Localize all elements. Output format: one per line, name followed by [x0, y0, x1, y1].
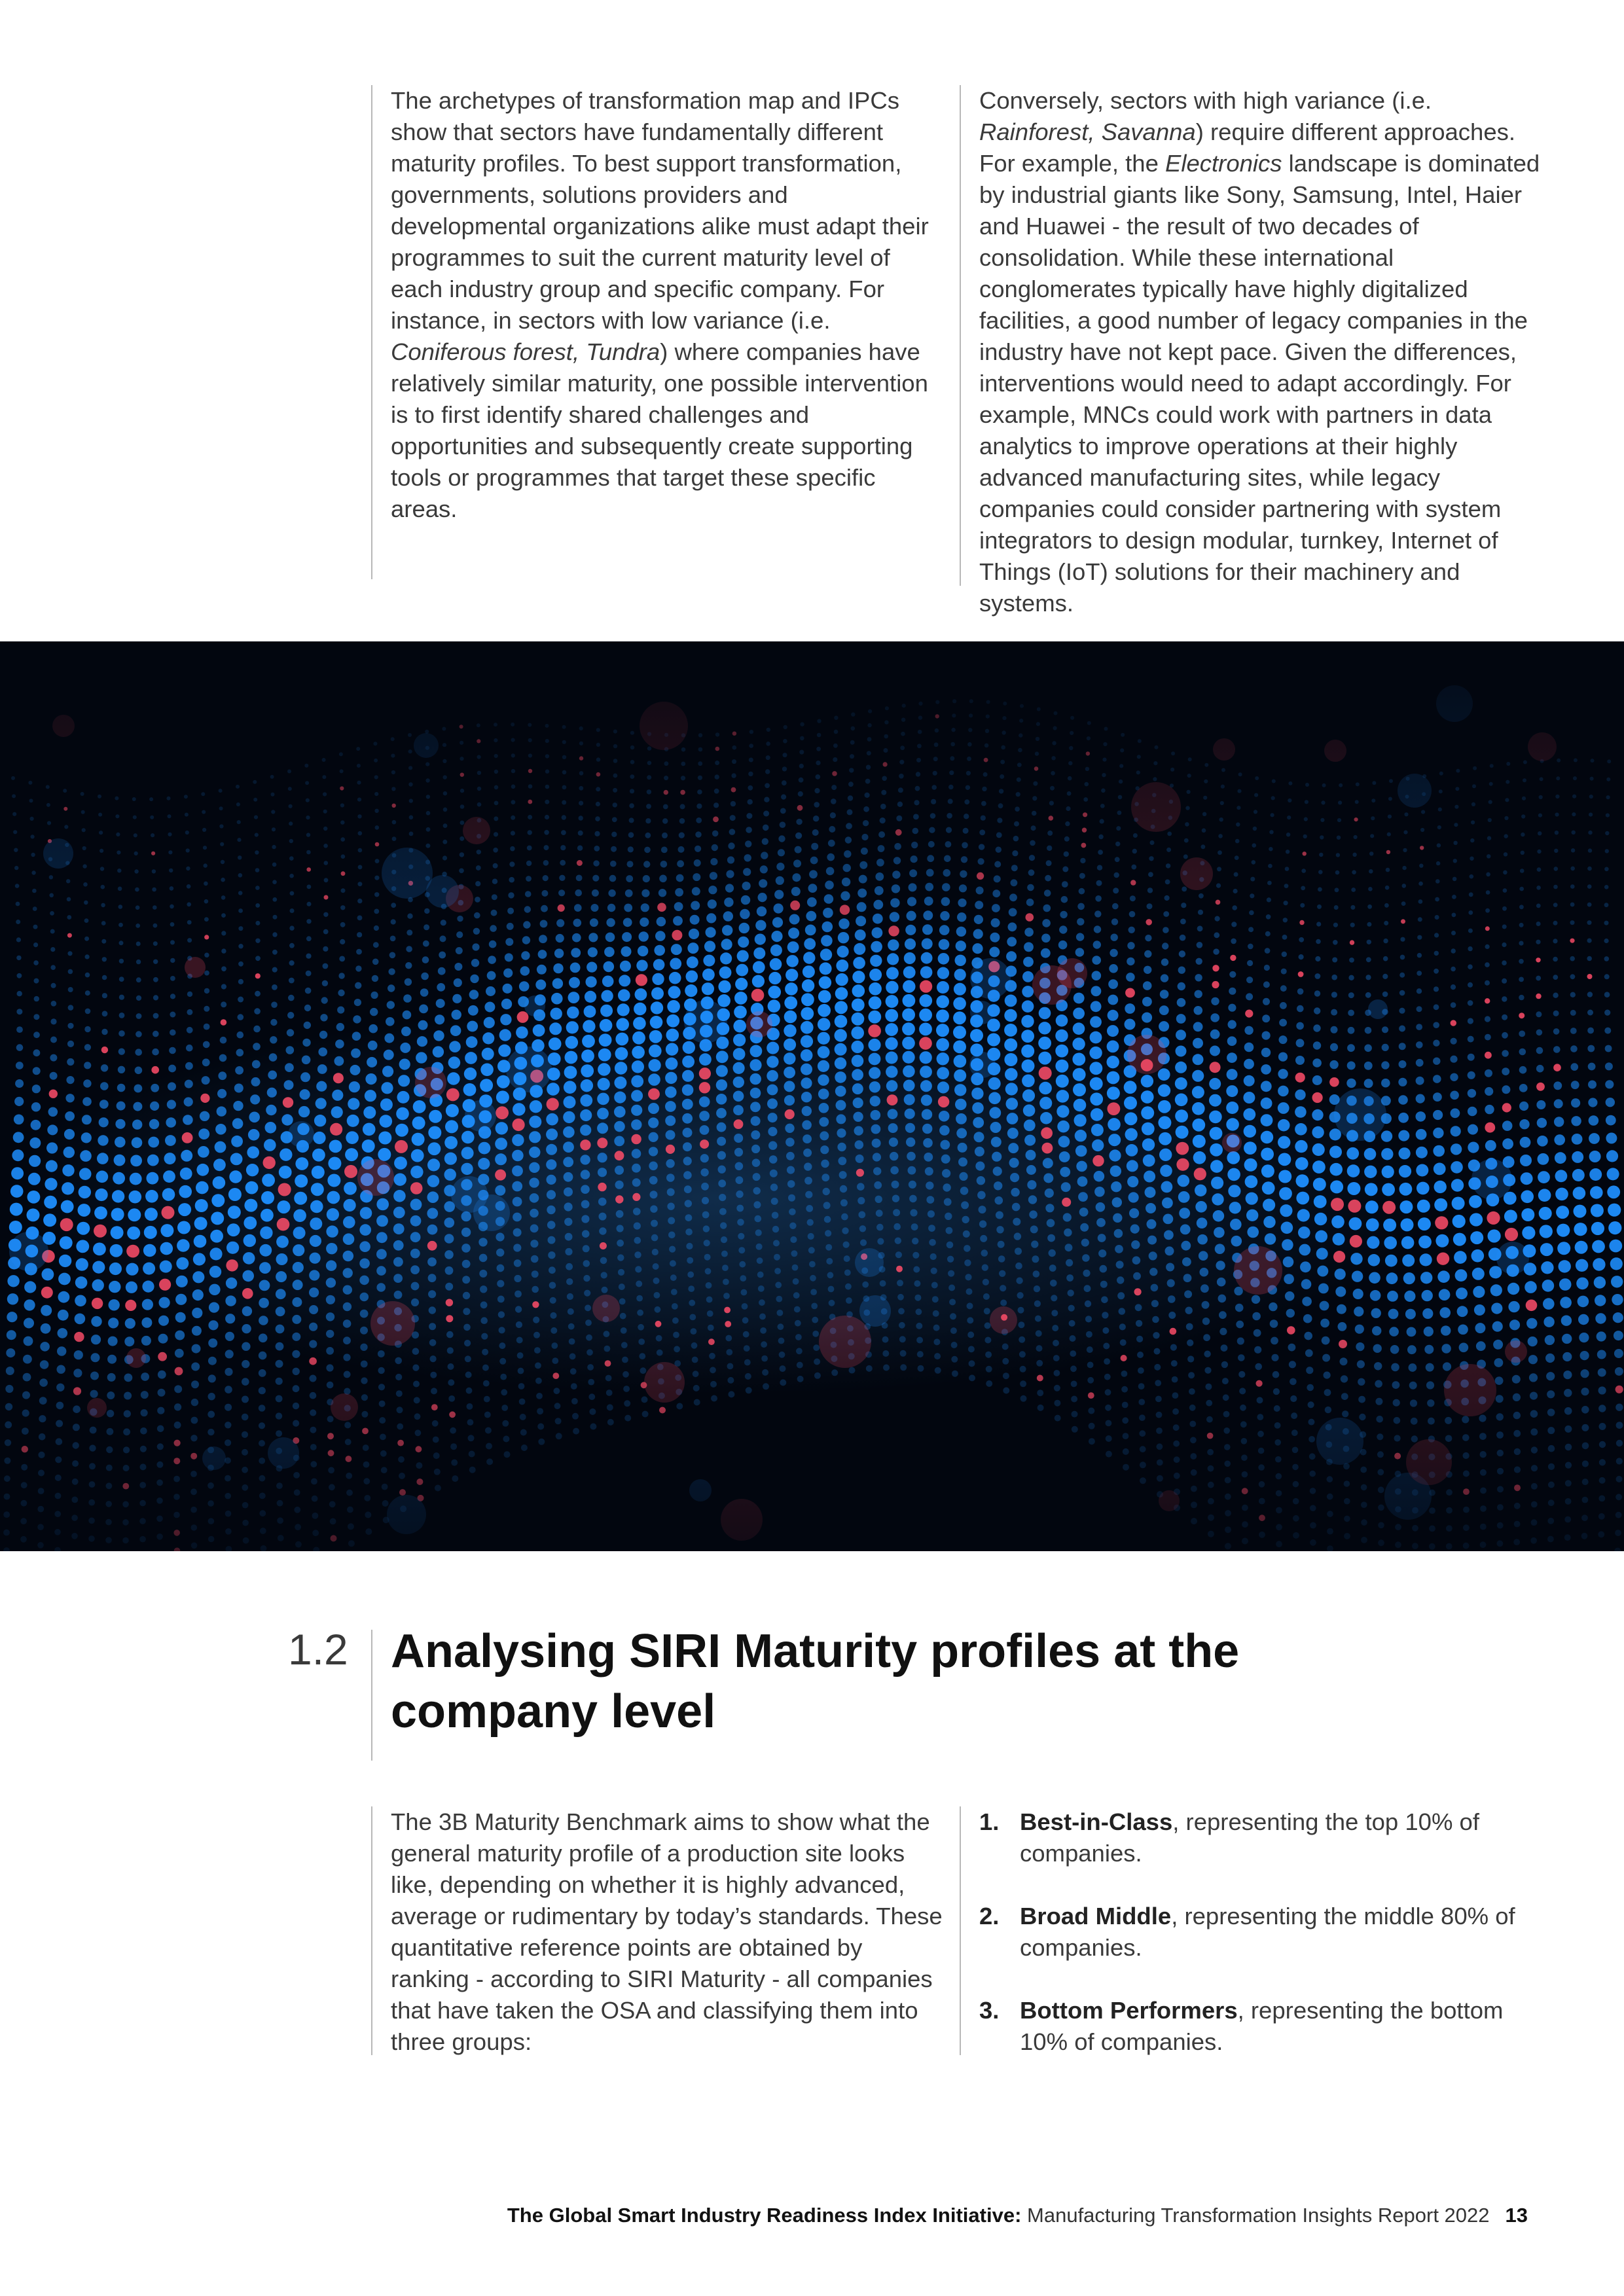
intro-right-column — [960, 85, 1549, 617]
section-title: Analysing SIRI Maturity profiles at the company level — [391, 1625, 1240, 1738]
page-number: 13 — [1505, 2204, 1528, 2227]
footer-title-bold: The Global Smart Industry Readiness Index Initiative: — [507, 2204, 1022, 2227]
list-item: 3. Bottom Performers, representing the bottom 10% of companies. — [979, 1997, 1504, 2055]
section-body-column — [371, 1806, 947, 2055]
section-body-paragraph: The 3B Maturity Benchmark aims to show what the general maturity profile of a production site looks like, depending on whether it is highly advanced, average or rudimentary by today’s standards. These quantitative reference points are obtained by ranking - according to SIRI Maturity - all companies that have taken the OSA and classifying them into three groups: — [391, 1808, 943, 2055]
intro-left-paragraph: The archetypes of transformation map and IPCs show that sectors have fundamentally different maturity profiles. To best support transformation, governments, solutions providers and developmental organizations alike must adapt their programmes to suit the current maturity level of each industry group and specific company. For instance, in sectors with low variance (i.e. Coniferous forest, Tundra) where companies have relatively similar maturity, one possible intervention is to first identify shared challenges and opportunities and subsequently create supporting tools or programmes that target these specific areas. — [391, 87, 929, 522]
footer-title-rest: Manufacturing Transformation Insights Report 2022 — [1021, 2204, 1490, 2227]
page-footer — [507, 2202, 1528, 2229]
list-item: 2. Broad Middle, representing the middle 80% of companies. — [979, 1903, 1515, 1961]
maturity-groups-list — [960, 1806, 1549, 2055]
intro-right-paragraph: Conversely, sectors with high variance (i.e. Rainforest, Savanna) require different approaches. For example, the Electronics landscape is dominated by industrial giants like Sony, Samsung, Intel, Haier and Huawei - the result of two decades of consolidation. While these international conglomerates typically have highly digitalized facilities, a good number of legacy companies in the industry have not kept pace. Given the differences, interventions would need to adapt accordingly. For example, MNCs could work with partners in data analytics to improve operations at their highly advanced manufacturing sites, while legacy companies could consider partnering with system integrators to design modular, turnkey, Internet of Things (IoT) solutions for their machinery and systems. — [979, 87, 1540, 617]
intro-left-column — [371, 85, 934, 579]
dot-wave-graphic — [0, 641, 1624, 1551]
section-number: 1.2 — [288, 1625, 348, 1674]
section-divider — [371, 1630, 372, 1761]
list-item: 1. Best-in-Class, representing the top 10% of companies. — [979, 1808, 1479, 1867]
hero-image — [0, 641, 1624, 1551]
